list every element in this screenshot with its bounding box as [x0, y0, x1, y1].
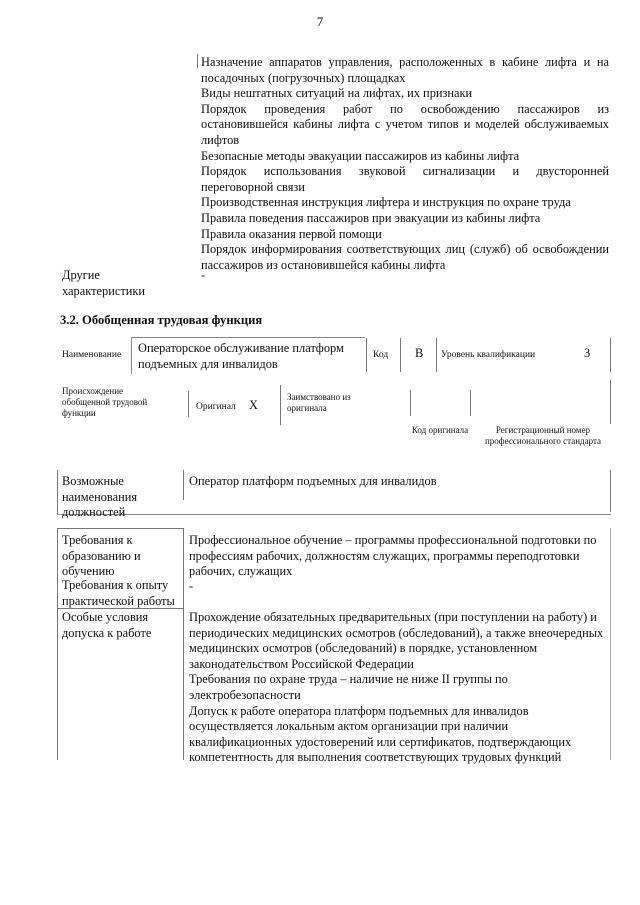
original-label: Оригинал	[196, 402, 236, 412]
section-title: 3.2. Обобщенная трудовая функция	[60, 313, 263, 327]
special-condition-item: Допуск к работе оператора платформ подъемных для инвалидов осуществляется локальным актом организации при наличии квалификационных удостоверений или сертификатов, подтверждающих компетентность для выполнения соответствующих трудовых функций	[189, 703, 572, 765]
level-value: 3	[584, 346, 591, 360]
experience-value: -	[189, 579, 194, 593]
name-value: Операторское обслуживание платформ подъемных для инвалидов	[138, 341, 344, 371]
table-border	[197, 54, 198, 68]
name-label: Наименование	[62, 350, 122, 360]
code-value: B	[415, 346, 424, 360]
special-conditions-list	[189, 610, 607, 766]
knowledge-item: Производственная инструкция лифтера и инструкция по охране труда	[201, 195, 571, 210]
positions-value: Оператор платформ подъемных для инвалидов	[189, 474, 437, 488]
level-label: Уровень квалификации	[441, 350, 536, 360]
origin-label: Происхождение обобщенной трудовой функции	[62, 386, 148, 418]
knowledge-item: Правила поведения пассажиров при эвакуации из кабины лифта	[201, 210, 541, 225]
borrowed-label: Заимствовано из оригинала	[287, 392, 351, 413]
knowledge-item: Порядок информирования соответствующих лиц (служб) об освобождении пассажиров из остановившейся кабины лифта	[201, 242, 609, 272]
original-code-label: Код оригинала	[411, 425, 469, 435]
knowledge-list	[201, 55, 609, 273]
knowledge-item: Порядок использования звуковой сигнализации и двусторонней переговорной связи	[201, 164, 609, 194]
education-label: Требования к образованию и обучению	[62, 533, 141, 579]
knowledge-item: Правила оказания первой помощи	[201, 226, 382, 241]
other-characteristics-value: -	[201, 268, 206, 282]
other-characteristics-label: Другие характеристики	[62, 268, 146, 298]
special-condition-item: Требования по охране труда – наличие не ниже II группы по электробезопасности	[189, 672, 508, 702]
knowledge-item: Назначение аппаратов управления, расположенных в кабине лифта и на посадочных (погрузочных) площадках	[201, 55, 609, 85]
original-mark: X	[249, 398, 258, 412]
knowledge-item: Виды нештатных ситуаций на лифтах, их признаки	[201, 86, 473, 101]
code-label: Код	[373, 350, 389, 360]
knowledge-item: Безопасные методы эвакуации пассажиров из кабины лифта	[201, 148, 520, 163]
knowledge-item: Порядок проведения работ по освобождению пассажиров из остановившейся кабины лифта с учетом типов и моделей обслуживаемых лифтов	[201, 101, 609, 147]
registration-number-label: Регистрационный номер профессионального стандарта	[484, 425, 602, 446]
education-value: Профессиональное обучение – программы профессиональной подготовки по профессиям рабочих, должностям служащих, программы переподготовки рабочих, служащих	[189, 533, 597, 579]
page-number: 7	[316, 14, 324, 29]
experience-label: Требования к опыту практической работы	[62, 578, 175, 608]
positions-label: Возможные наименования должностей	[62, 474, 138, 520]
special-conditions-label: Особые условия допуска к работе	[62, 610, 152, 640]
special-condition-item: Прохождение обязательных предварительных (при поступлении на работу) и периодических медицинских осмотров (обследований), а также внеочередных медицинских осмотров (обследований) в порядке, установленном законодательством Российской Федерации	[189, 610, 604, 671]
